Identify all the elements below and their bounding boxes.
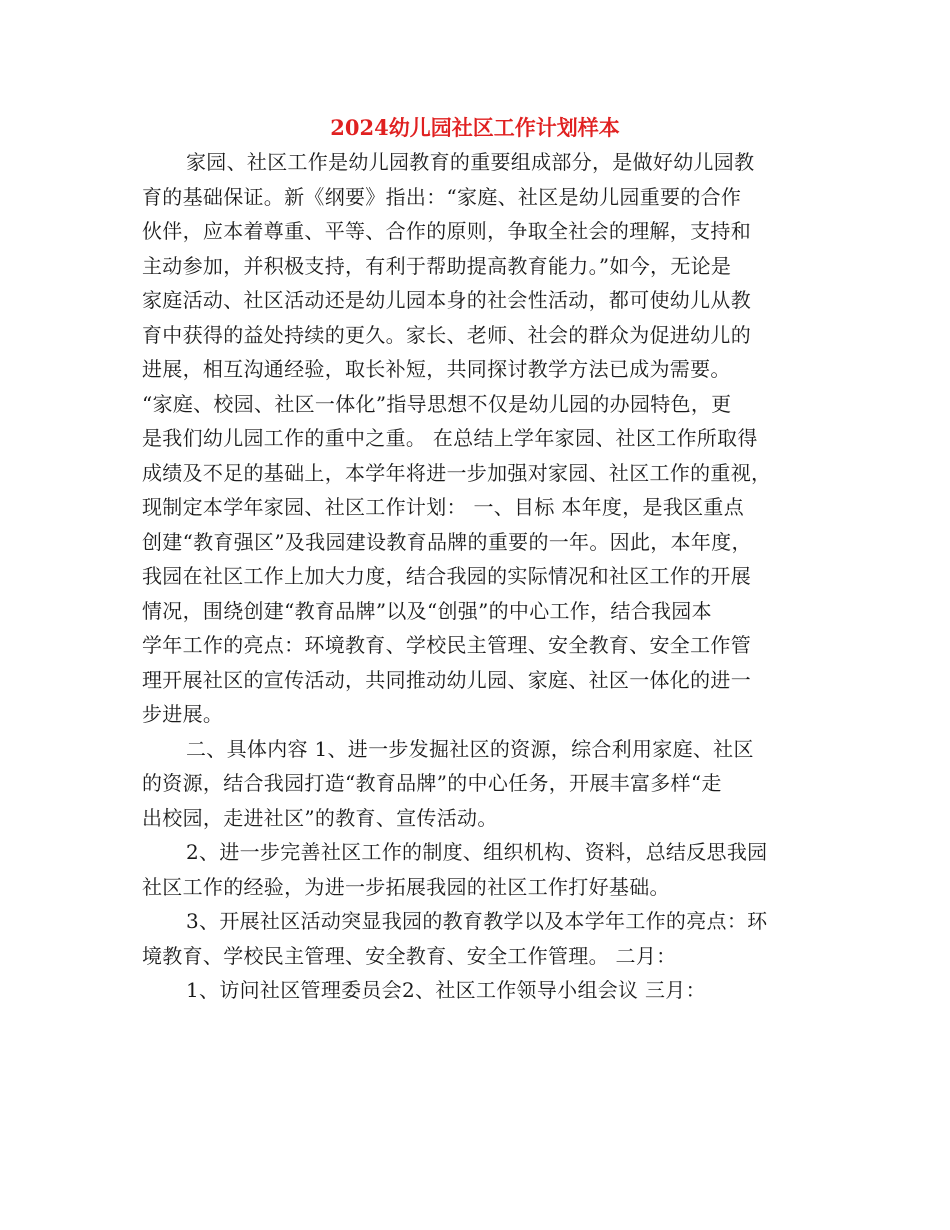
text-line: 成绩及不足的基础上，本学年将进一步加强对家园、社区工作的重视， [142, 460, 772, 485]
text-line: 理开展社区的宣传活动，共同推动幼儿园、家庭、社区一体化的进一 [142, 667, 751, 692]
text-line: 育中获得的益处持续的更久。家长、老师、社会的群众为促进幼儿的 [142, 322, 751, 347]
text-line: 家园、社区工作是幼儿园教育的重要组成部分，是做好幼儿园教 [186, 150, 755, 174]
text-line: 步进展。 [142, 702, 224, 726]
text-line: 现制定本学年家园、社区工作计划： 一、目标 本年度，是我区重点 [142, 495, 745, 519]
document-title: 2024幼儿园社区工作计划样本 [330, 115, 620, 140]
text-line: 家庭活动、社区活动还是幼儿园本身的社会性活动，都可使幼儿从教 [142, 288, 751, 312]
text-line: “家庭、校园、社区一体化”指导思想不仅是幼儿园的办园特色，更 [142, 391, 732, 416]
text-line: 境教育、学校民主管理、安全教育、安全工作管理。 二月： [142, 943, 677, 968]
text-line: 1、访问社区管理委员会2、社区工作领导小组会议 三月： [186, 978, 706, 1002]
text-line: 进展，相互沟通经验，取长补短，共同探讨教学方法已成为需要。 [142, 357, 731, 381]
text-line: 是我们幼儿园工作的重中之重。 在总结上学年家园、社区工作所取得 [142, 426, 758, 450]
text-line: 我园在社区工作上加大力度，结合我园的实际情况和社区工作的开展 [142, 564, 751, 588]
text-line: 伙伴，应本着尊重、平等、合作的原则，争取全社会的理解，支持和 [142, 219, 751, 243]
text-line: 情况，围绕创建“教育品牌”以及“创强”的中心工作，结合我园本 [142, 598, 712, 623]
text-line: 学年工作的亮点：环境教育、学校民主管理、安全教育、安全工作管 [142, 633, 751, 657]
text-line: 创建“教育强区”及我园建设教育品牌的重要的一年。因此，本年度， [142, 529, 752, 554]
text-line: 出校园，走进社区”的教育、宣传活动。 [142, 805, 498, 830]
text-line: 社区工作的经验，为进一步拓展我园的社区工作打好基础。 [142, 874, 670, 899]
text-line: 2、进一步完善社区工作的制度、组织机构、资料，总结反思我园 [186, 840, 768, 864]
document-body [142, 145, 806, 1008]
text-line: 二、具体内容 1、进一步发掘社区的资源，综合利用家庭、社区 [186, 736, 754, 761]
text-line: 育的基础保证。新《纲要》指出：“家庭、社区是幼儿园重要的合作 [142, 184, 742, 209]
text-line: 的资源，结合我园打造“教育品牌”的中心任务，开展丰富多样“走 [142, 771, 722, 795]
text-line: 3、开展社区活动突显我园的教育教学以及本学年工作的亮点：环 [186, 909, 768, 933]
text-line: 主动参加，并积极支持，有利于帮助提高教育能力。”如今，无论是 [142, 253, 732, 278]
